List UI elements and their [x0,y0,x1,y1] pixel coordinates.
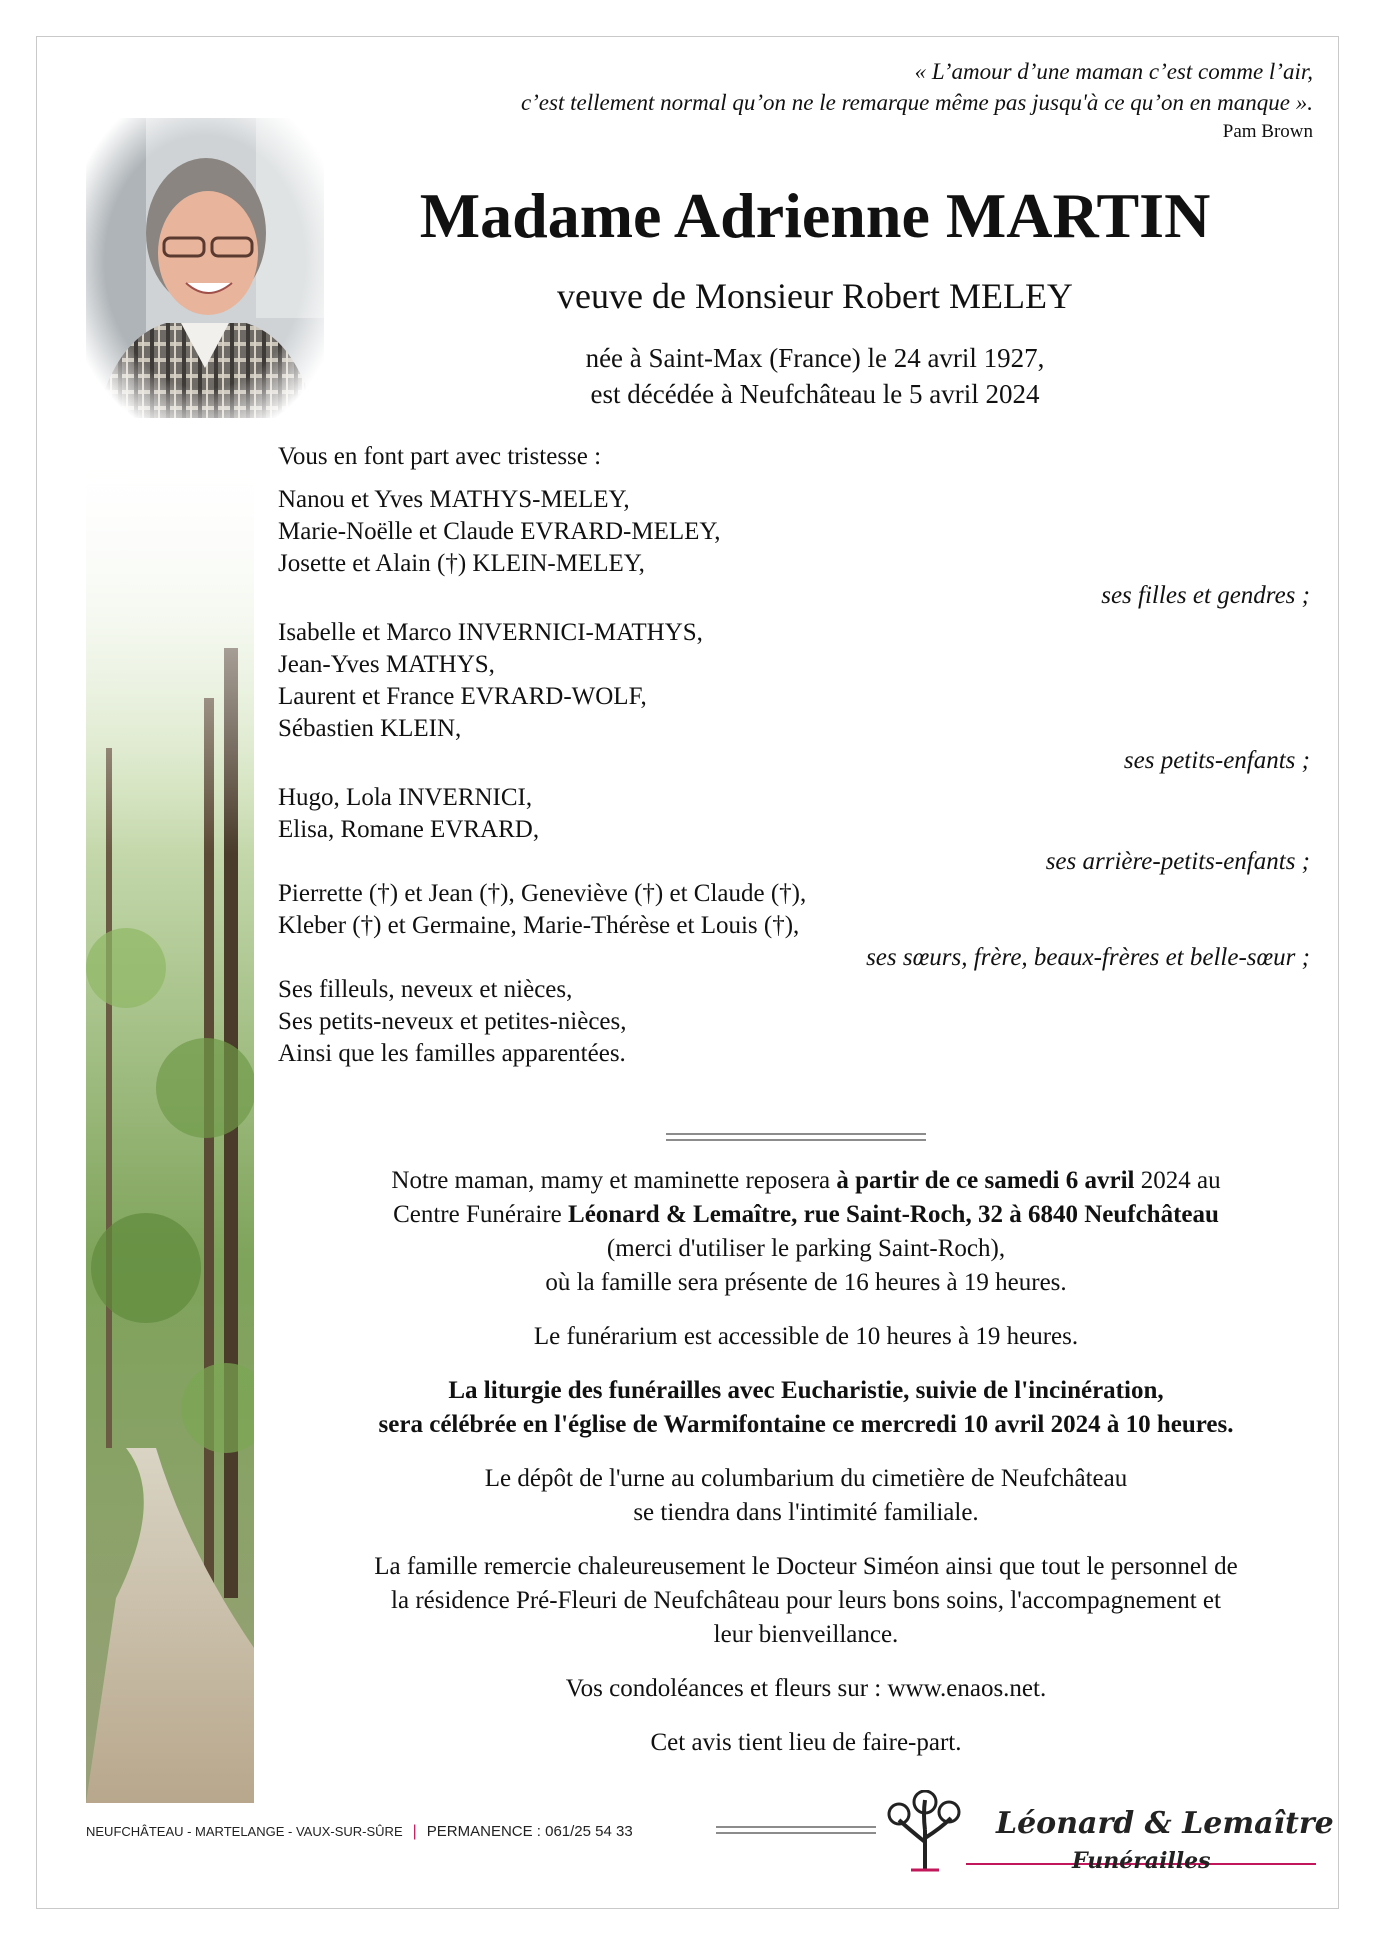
footer-permanence: PERMANENCE : 061/25 54 33 [426,1823,633,1840]
family-group-siblings [278,878,1310,974]
family-line: Ainsi que les familles apparentées. [278,1040,626,1067]
tree-logo-icon [885,1790,965,1872]
family-group-daughters [278,484,1310,612]
epigraph-quote [313,56,1313,118]
funeral-center: Centre Funéraire Léonard & Lemaître, rue Saint-Roch, 32 à 6840 Neufchâteau [393,1201,1219,1228]
liturgy-line-2: sera célébrée en l'église de Warmifontaine ce mercredi 10 avril 2024 à 10 heures. [378,1411,1234,1438]
widow-of: veuve de Monsieur Robert MELEY [557,276,1073,316]
family-group-great-grandchildren [278,782,1310,878]
funeral-details [278,1164,1334,1760]
family-line: Elisa, Romane EVRARD, [278,816,540,843]
family-list [278,484,1310,1070]
family-line: Jean-Yves MATHYS, [278,651,495,678]
family-line: Pierrette (†) et Jean (†), Geneviève (†) et Claude (†), [278,880,807,907]
notice-note: Cet avis tient lieu de faire-part. [650,1729,962,1756]
thanks-line-2: la résidence Pré-Fleuri de Neufchâteau pour leurs bons soins, l'accompagnement et [391,1587,1221,1614]
announcement-intro: Vous en font part avec tristesse : [278,443,602,470]
death-line: est décédée à Neufchâteau le 5 avril 2024 [590,379,1040,409]
family-line: Isabelle et Marco INVERNICI-MATHYS, [278,619,703,646]
section-divider [666,1133,926,1141]
thanks-line-3: leur bienveillance. [713,1621,899,1648]
urn-line-2: se tiendra dans l'intimité familiale. [633,1499,979,1526]
rest-info: Notre maman, mamy et maminette reposera à partir de ce samedi 6 avril 2024 au [391,1167,1221,1194]
parking-note: (merci d'utiliser le parking Saint-Roch), [606,1235,1006,1262]
brand-name: Léonard & Lemaître [996,1806,1334,1841]
family-relation: ses petits-enfants ; [1123,747,1310,774]
family-relation: ses arrière-petits-enfants ; [1045,848,1310,875]
forest-path-image [86,448,254,1803]
birth-death-info [300,340,1330,412]
portrait-photo [86,118,324,418]
footer-separator: | [412,1823,417,1840]
family-presence: où la famille sera présente de 16 heures à 19 heures. [545,1269,1067,1296]
family-line: Marie-Noëlle et Claude EVRARD-MELEY, [278,518,721,545]
family-line: Ses filleuls, neveux et nièces, [278,976,573,1003]
birth-line: née à Saint-Max (France) le 24 avril 1927, [585,343,1045,373]
footer-locations: NEUFCHÂTEAU - MARTELANGE - VAUX-SUR-SÛRE [86,1824,403,1839]
family-line: Hugo, Lola INVERNICI, [278,784,533,811]
family-relation: ses filles et gendres ; [1101,582,1310,609]
family-line: Laurent et France EVRARD-WOLF, [278,683,647,710]
family-line: Nanou et Yves MATHYS-MELEY, [278,486,630,513]
family-group-grandchildren [278,617,1310,777]
family-line: Sébastien KLEIN, [278,715,462,742]
thanks-line-1: La famille remercie chaleureusement le Docteur Siméon ainsi que tout le personnel de [374,1553,1238,1580]
quote-line-1: « L’amour d’une maman c’est comme l’air, [914,59,1313,84]
condolences-link: Vos condoléances et fleurs sur : www.enaos.net. [565,1675,1047,1702]
family-group-extended [278,974,1310,1070]
urn-line-1: Le dépôt de l'urne au columbarium du cimetière de Neufchâteau [484,1465,1128,1492]
liturgy-line-1: La liturgie des funérailles avec Eucharistie, suivie de l'incinération, [448,1377,1164,1404]
deceased-name: Madame Adrienne MARTIN [419,180,1211,251]
brand-subtitle: Funérailles [1072,1848,1211,1874]
family-line: Josette et Alain (†) KLEIN-MELEY, [278,550,645,577]
family-relation: ses sœurs, frère, beaux-frères et belle-sœur ; [866,944,1310,971]
quote-author: Pam Brown [1222,121,1313,142]
family-line: Ses petits-neveux et petites-nièces, [278,1008,627,1035]
funerarium-hours: Le funérarium est accessible de 10 heures à 19 heures. [533,1323,1079,1350]
footer-divider [716,1826,876,1834]
family-line: Kleber (†) et Germaine, Marie-Thérèse et Louis (†), [278,912,800,939]
quote-line-2: c’est tellement normal qu’on ne le remarque même pas jusqu'à ce qu’on en manque ». [520,90,1313,115]
footer-contact [86,1823,633,1841]
